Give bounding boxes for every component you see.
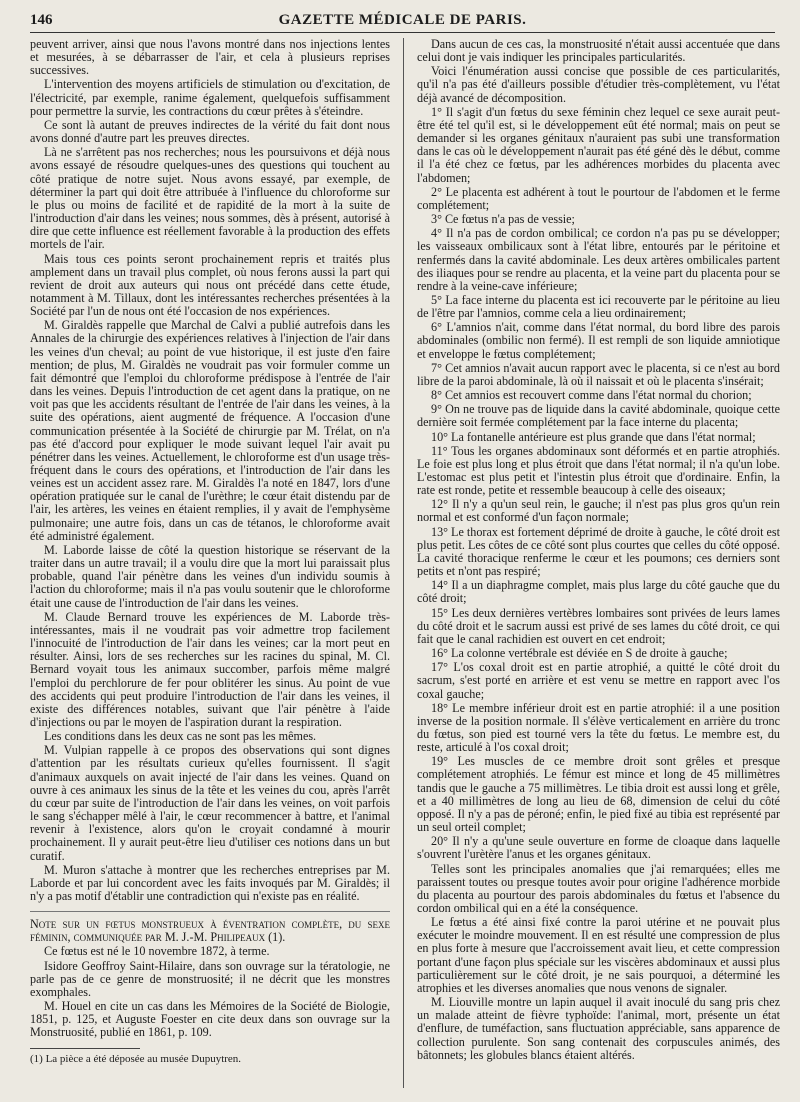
column-divider — [403, 38, 404, 1088]
paragraph: 2° Le placenta est adhérent à tout le pourtour de l'abdomen et le ferme complétement; — [417, 184, 780, 212]
paragraph: 3° Ce fœtus n'a pas de vessie; — [431, 212, 575, 227]
right-column — [417, 38, 780, 1096]
paragraph: 9° On ne trouve pas de liquide dans la cavité abdominale, quoique cette dernière soit fermée complétement par la face interne du placenta; — [417, 402, 780, 430]
paragraph: 1° Il s'agit d'un fœtus du sexe féminin chez lequel ce sexe aurait peut-être été tel qu'il est, si le développement eût été normal; mais on peut se demander si les organes génitaux n'auraient pas subi une transformation dans le cas où le développement n'aurait pas été géné dès le début, comme il l'a été chez ce fœtus, par les adhérences morbides du placenta avec l'abdomen; — [417, 104, 780, 185]
paragraph: 8° Cet amnios est recouvert comme dans l'état normal du chorion; — [431, 388, 752, 403]
paragraph: 20° Il n'y a qu'une seule ouverture en forme de cloaque dans laquelle s'ouvrent l'urètère l'anus et les organes génitaux. — [417, 834, 780, 862]
paragraph: 17° L'os coxal droit est en partie atrophié, a quitté le côté droit du sacrum, s'est porté en arrière et est venu se mettre en rapport avec l'os coxal gauche; — [417, 660, 780, 701]
paragraph: M. Claude Bernard trouve les expériences de M. Laborde très-intéressantes, mais il ne voudrait pas voir admettre trop facilement l'innocuité de l'introduction de l'air dans les veines; car la mort peut en résulter. Ainsi, lors de ses recherches sur les racines du spinal, M. Cl. Bernard voyait tous les animaux succomber, parfois même malgré l'emploi du perchlorure de fer pour oblitérer les sinus. Au point de vue des accidents qui peut produire l'introduction de l'air dans les veines, il existe des différences notables, suivant que l'air pénètre à l'aide d'injections ou par le moyen de l'aspiration durant la respiration. — [30, 609, 390, 729]
paragraph: Ce fœtus est né le 10 novembre 1872, à terme. — [44, 944, 270, 959]
paragraph: Voici l'énumération aussi concise que possible de ces particularités, qu'il n'a pas été d'ailleurs possible d'étudier très-complètement, vu l'état déjà avancé de décomposition. — [417, 64, 780, 105]
paragraph: 7° Cet amnios n'avait aucun rapport avec le placenta, si ce n'est au bord libre de la paroi abdominale, là où il naissait et où le placenta s'insérait; — [417, 360, 780, 388]
page-header — [30, 10, 775, 33]
paragraph: peuvent arriver, ainsi que nous l'avons montré dans nos injections lentes et mesurées, à se débarrasser de l'air, et cela à plusieurs reprises successives. — [30, 38, 390, 78]
paragraph: 10° La fontanelle antérieure est plus grande que dans l'état normal; — [431, 429, 756, 444]
paragraph: M. Laborde laisse de côté la question historique se réservant de la traiter dans un autre travail; il a voulu dire que la mort lui paraissait plus probable, quand l'air pénètre dans les veines d'un individu soumis à l'action du chloroforme; mais il n'a pas voulu soutenir que le chloroforme était une cause de l'introduction de l'air dans les veines. — [30, 542, 390, 610]
paragraph: 6° L'amnios n'ait, comme dans l'état normal, du bord libre des parois abdominales (ombilic non fermé). Il est rempli de son liquide amniotique et enveloppe le fœtus complétement; — [417, 320, 780, 361]
paragraph: 11° Tous les organes abdominaux sont déformés et en partie atrophiés. Le foie est plus long et plus étroit que dans l'état normal; il n'a qu'un lobe. L'estomac est plus petit et l'intestin plus étroit que d'ordinaire. Enfin, la rate est ronde, petite et ressemble beaucoup à celle des oiseaux; — [417, 443, 780, 498]
paragraph: M. Vulpian rappelle à ce propos des observations qui sont dignes d'attention par les résultats curieux qu'elles fournissent. Il s'agit d'animaux auxquels on avait injecté de l'air dans les veines. Quand on ouvre à ces animaux les sinus de la tête et les veines du cou, après l'arrêt du cœur par suite de l'introduction de l'air dans les veines, on voit parfois le sang s'échapper mêlé à l'air, le cœur recommencer à battre, et l'animal revenir à l'existence, alors qu'on le croyait condamné à mourir prochainement. Il y aurait peut-être lieu d'utiliser ces notions dans un but curatif. — [30, 743, 390, 863]
paragraph: Les conditions dans les deux cas ne sont pas les mêmes. — [44, 729, 317, 744]
paragraph: 12° Il n'y a qu'un seul rein, le gauche; il n'est pas plus gros qu'un rein normal et est conformé d'un façon normale; — [417, 497, 780, 525]
paragraph: M. Muron s'attache à montrer que les recherches entreprises par M. Laborde et par lui concordent avec les faits invoqués par M. Giraldès; il n'y a pas motif d'établir une contradiction qui n'existe pas en réalité. — [30, 862, 390, 903]
paragraph: Ce sont là autant de preuves indirectes de la vérité du fait dont nous avons donné d'autre part les preuves directes. — [30, 117, 390, 146]
paragraph: 16° La colonne vertébrale est déviée en S de droite à gauche; — [431, 646, 728, 661]
paragraph: Telles sont les principales anomalies que j'ai remarquées; elles me paraissent toutes ou presque toutes avoir pour origine l'adhérence morbide du placenta au pourtour des parois abdominales du fœtus et l'absence du cordon ombilical qui en a été la conséquence. — [417, 861, 780, 915]
paragraph: 5° La face interne du placenta est ici recouverte par le péritoine au lieu de l'être par l'amnios, comme cela a lieu ordinairement; — [417, 292, 780, 321]
paragraph: M. Giraldès rappelle que Marchal de Calvi a publié autrefois dans les Annales de la chirurgie des expériences relatives à l'injection de l'air dans les veines d'un cheval; au point de vue historique, il est juste d'en faire mention; de plus, M. Giraldès ne voudrait pas voir formuler comme un fait démontré que l'emploi du chloroforme prédispose à l'entrée de l'air dans les veines. Depuis l'introduction de cet agent dans la pratique, on ne voit pas que les accidents résultant de l'entrée de l'air dans les veines, à la suite des opérations, aient augmenté de fréquence. A l'occasion d'une communication présentée à la Société de chirurgie par M. Trélat, on n'a pas été d'accord pour expliquer le mode suivant lequel l'air avait pu pénétrer dans les veines. Actuellement, le chloroforme est d'un usage très-fréquent dans le cours des opérations, et l'introduction de l'air dans les veines est un accident assez rare. M. Giraldès l'a noté en 1847, lors d'une opération pratiquée sur le canal de l'urèthre; le cœur était distendu par de l'air, les artères, les veines en étaient remplies, il y avait de l'emphysème pulmonaire; une autre fois, dans un cas de tétanos, le chloroforme avait été administré également. — [30, 318, 390, 543]
left-column — [30, 38, 390, 1096]
note-title: Note sur un fœtus monstrueux à éventration complète, du sexe féminin, communiquée par M. J.-M. Philipeaux (1). — [30, 911, 390, 944]
page-number: 146 — [30, 12, 53, 28]
paragraph: 13° Le thorax est fortement déprimé de droite à gauche, le côté droit est plus petit. Les côtes de ce côté sont plus courtes que celles du côté opposé. La cavité thoracique renferme le cœur et les poumons; ces derniers sont petits et n'ont pas respiré; — [417, 524, 780, 579]
paragraph: Le fœtus a été ainsi fixé contre la paroi utérine et ne pouvait plus exécuter le moindre mouvement. Il en est résulté une compression de plus en plus forte à mesure que l'accroissement avait lieu, et cette compression portant d'une façon plus spéciale sur les viscères abdominaux et aussi plus particulièrement sur le côté droit, je ne sais pourquoi, a déterminé les atrophies et les diverses anomalies que nous venons de signaler. — [417, 915, 780, 995]
journal-title: GAZETTE MÉDICALE DE PARIS. — [278, 12, 527, 28]
paragraph: M. Houel en cite un cas dans les Mémoires de la Société de Biologie, 1851, p. 125, et Auguste Foester en cite deux dans son ouvrage sur la Monstruosité, publié en 1861, p. 109. — [30, 999, 390, 1040]
paragraph: 14° Il a un diaphragme complet, mais plus large du côté gauche que du côté droit; — [417, 578, 780, 606]
paragraph: 19° Les muscles de ce membre droit sont grêles et presque complétement atrophiés. Le fémur est mince et long de 45 millimètres tandis que le gauche a 75 millimètres. Le tibia droit est aussi long et grêle, et a 40 millimètres de long au lieu de 68, dimension de celui du côté opposé. Il n'y a pas de péroné; enfin, le pied fixé au tibia est représenté par un seul orteil complet; — [417, 754, 780, 835]
paragraph: 18° Le membre inférieur droit est en partie atrophié: il a une position inverse de la position normale. Il s'élève verticalement en arrière du tronc du fœtus, son pied est tourné vers la tête du fœtus. Le membre est, du reste, articulé à l'os coxal droit; — [417, 700, 780, 755]
footnote: (1) La pièce a été déposée au musée Dupuytren. — [30, 1052, 242, 1065]
paragraph: Dans aucun de ces cas, la monstruosité n'était aussi accentuée que dans celui dont je vais indiquer les principales particularités. — [417, 38, 780, 65]
paragraph: Isidore Geoffroy Saint-Hilaire, dans son ouvrage sur la tératologie, ne parle pas de ce genre de monstruosité; il ne décrit que les monstres exomphales. — [30, 958, 390, 999]
paragraph: 4° Il n'a pas de cordon ombilical; ce cordon n'a pas pu se développer; les vaisseaux ombilicaux sont à l'état libre, entourés par le péritoine et renfermés dans la cavité abdominale. Les deux artères ombilicales partent des iliaques pour se rendre au placenta, et la veine part du placenta pour se rendre à la veine-cave inférieure; — [417, 226, 780, 293]
footnote-rule — [30, 1048, 140, 1049]
paragraph: Là ne s'arrêtent pas nos recherches; nous les poursuivons et déjà nous avons essayé de résoudre quelques-unes des questions qui touchent au côté pratique de notre sujet. Nous avons essayé, par exemple, de déterminer la part qui doit être attribuée à l'influence du chloroforme sur le plus ou moins de facilité et de rapidité de la mort à la suite de l'introduction d'air dans les veines; nous sommes, dès à présent, autorisé à dire que cette influence est réellement favorable à la production des effets mortels de l'air. — [30, 145, 390, 252]
paragraph: Mais tous ces points seront prochainement repris et traités plus amplement dans un travail plus complet, où nous ferons aussi la part qui revient de droit aux auteurs qui nous ont précédé dans cette étude, notamment à M. Tillaux, dont les intéressantes recherches présentées à la Société par l'un de nous ont été l'occasion de nos expériences. — [30, 251, 390, 319]
paragraph: 15° Les deux dernières vertèbres lombaires sont privées de leurs lames du côté droit et le sacrum aussi est privé de ses lames du côté droit, ce qui fait que le canal rachidien est ouvert en cet endroit; — [417, 605, 780, 646]
paragraph: M. Liouville montre un lapin auquel il avait inoculé du sang pris chez un malade atteint de fièvre typhoïde: l'animal, mort, présente un état d'enflure, de tuméfaction, sans fluctuation appréciable, sans apparence de collection purulente. Son sang contenait des corpuscules animés, des bâtonnets; les globules blancs étaient altérés. — [417, 995, 780, 1062]
paragraph: L'intervention des moyens artificiels de stimulation ou d'excitation, de l'électricité, par exemple, ranime également, quelquefois suffisamment pour permettre la survie, les contractions du cœur prêtes à s'éteindre. — [30, 77, 390, 118]
